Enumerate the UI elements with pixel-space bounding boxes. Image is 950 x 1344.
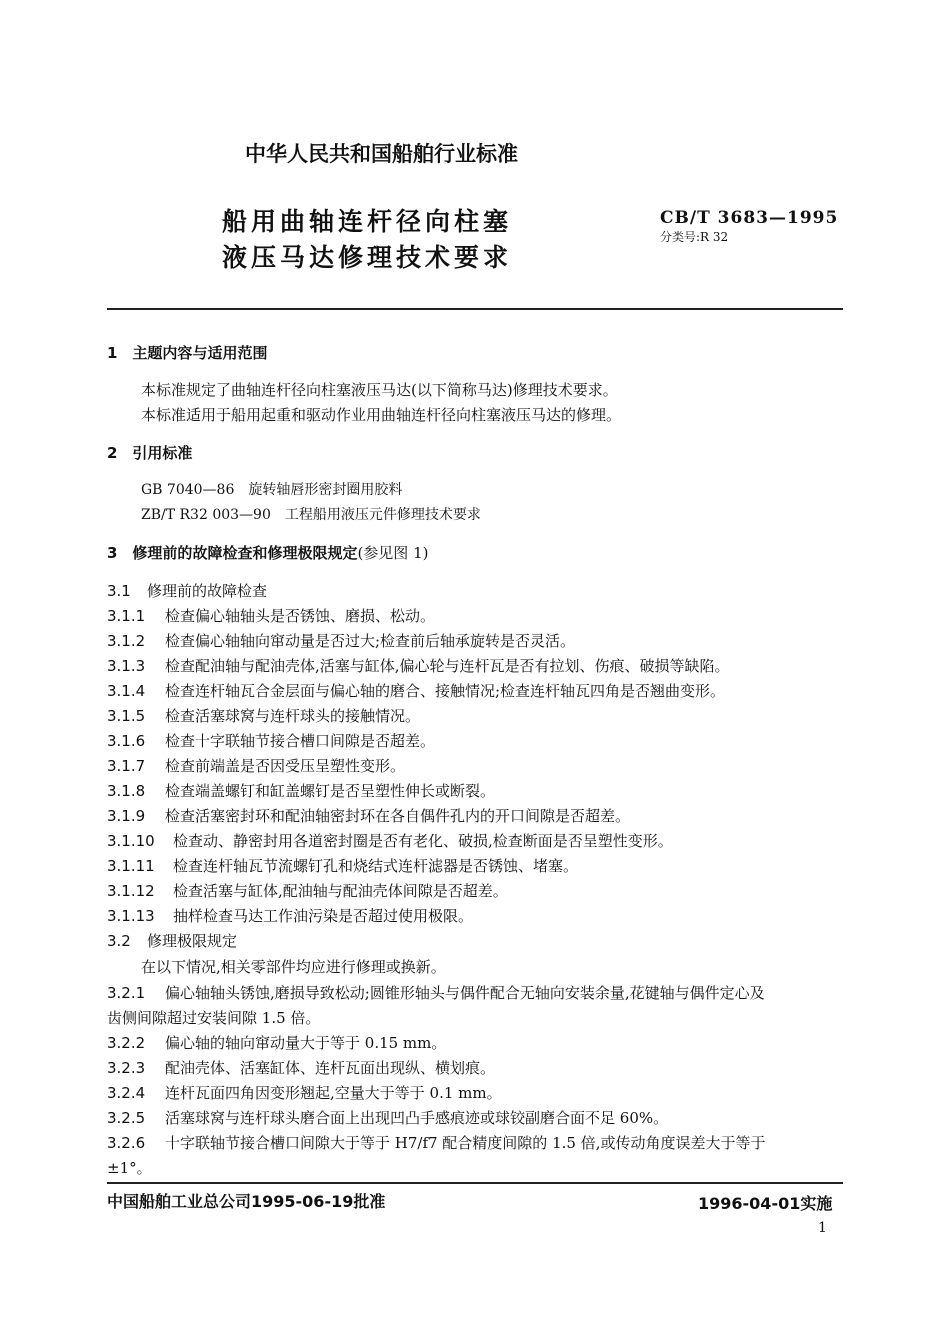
list-item: 3.1.9 检查活塞密封环和配油轴密封环在各自偶件孔内的开口间隙是否超差。: [107, 807, 631, 825]
doc-title-line1: 船用曲轴连杆径向柱塞: [222, 207, 513, 236]
list-item: 3.2.2 偏心轴的轴向窜动量大于等于 0.15 mm。: [107, 1034, 447, 1052]
header-rule: [107, 308, 843, 310]
list-item: 3.1.6 检查十字联轴节接合槽口间隙是否超差。: [107, 732, 436, 750]
list-item: 3.1.10 检查动、静密封用各道密封圈是否有老化、破损,检查断面是否呈塑性变形。: [107, 832, 673, 850]
standard-number: CB/T 3683—1995: [660, 208, 839, 228]
list-item: 3.1.2 检查偏心轴轴向窜动量是否过大;检查前后轴承旋转是否灵活。: [107, 632, 576, 650]
list-item: 3.1.1 检查偏心轴轴头是否锈蚀、磨损、松动。: [107, 607, 436, 625]
list-item-continuation: 齿侧间隙超过安装间隙 1.5 倍。: [107, 1009, 321, 1027]
list-item: 3.2.5 活塞球窝与连杆球头磨合面上出现凹凸手感痕迹或球铰副磨合面不足 60%。: [107, 1109, 669, 1127]
section-3-title: 3 修理前的故障检查和修理极限规定: [107, 544, 358, 562]
approval-line: 中国船舶工业总公司1995-06-19批准: [107, 1192, 386, 1211]
org-title: 中华人民共和国船舶行业标准: [245, 142, 518, 166]
section-1-para-1: 本标准规定了曲轴连杆径向柱塞液压马达(以下简称马达)修理技术要求。: [141, 381, 618, 399]
section-1-para-2: 本标准适用于船用起重和驱动作业用曲轴连杆径向柱塞液压马达的修理。: [141, 406, 622, 424]
list-item: 3.1.8 检查端盖螺钉和缸盖螺钉是否呈塑性伸长或断裂。: [107, 782, 496, 800]
section-3-2-intro: 在以下情况,相关零部件均应进行修理或换新。: [141, 958, 446, 976]
doc-title-line2: 液压马达修理技术要求: [222, 243, 513, 272]
section-3-title-suffix: (参见图 1): [357, 544, 429, 562]
list-item: 3.1.12 检查活塞与缸体,配油轴与配油壳体间隙是否超差。: [107, 882, 508, 900]
list-item: 3.2.4 连杆瓦面四角因变形翘起,空量大于等于 0.1 mm。: [107, 1084, 502, 1102]
reference-2: ZB/T R32 003—90 工程船用液压元件修理技术要求: [141, 507, 481, 523]
list-item: 3.1.4 检查连杆轴瓦合金层面与偏心轴的磨合、接触情况;检查连杆轴瓦四角是否翘曲变形。: [107, 682, 726, 700]
list-item: 3.1 修理前的故障检查: [107, 582, 268, 600]
list-item: 3.1.13 抽样检查马达工作油污染是否超过使用极限。: [107, 907, 474, 925]
list-item: 3.2.3 配油壳体、活塞缸体、连杆瓦面出现纵、横划痕。: [107, 1059, 496, 1077]
list-item: 3.1.3 检查配油轴与配油壳体,活塞与缸体,偏心轮与连杆瓦是否有拉划、伤痕、破损等缺陷。: [107, 657, 730, 675]
page-number: 1: [818, 1220, 827, 1236]
reference-1: GB 7040—86 旋转轴唇形密封圈用胶料: [141, 482, 403, 498]
list-item: 3.1.7 检查前端盖是否因受压呈塑性变形。: [107, 757, 406, 775]
implementation-date: 1996-04-01实施: [698, 1194, 833, 1213]
section-2-heading: 2 引用标准: [107, 444, 193, 462]
list-item: 3.1.5 检查活塞球窝与连杆球头的接触情况。: [107, 707, 421, 725]
footer-rule: [107, 1182, 843, 1184]
list-item: 3.2 修理极限规定: [107, 932, 238, 950]
section-3-heading: [107, 543, 428, 563]
list-item: 3.2.1 偏心轴轴头锈蚀,磨损导致松动;圆锥形轴头与偶件配合无轴向安装余量,花键轴与偶件定心及: [107, 984, 765, 1002]
classification-code: 分类号:R 32: [660, 230, 729, 244]
list-item: 3.2.6 十字联轴节接合槽口间隙大于等于 H7/f7 配合精度间隙的 1.5 倍,或传动角度误差大于等于: [107, 1134, 766, 1152]
list-item: 3.1.11 检查连杆轴瓦节流螺钉孔和烧结式连杆滤器是否锈蚀、堵塞。: [107, 857, 579, 875]
section-1-heading: 1 主题内容与适用范围: [107, 344, 268, 362]
list-item-continuation: ±1°。: [107, 1159, 152, 1177]
